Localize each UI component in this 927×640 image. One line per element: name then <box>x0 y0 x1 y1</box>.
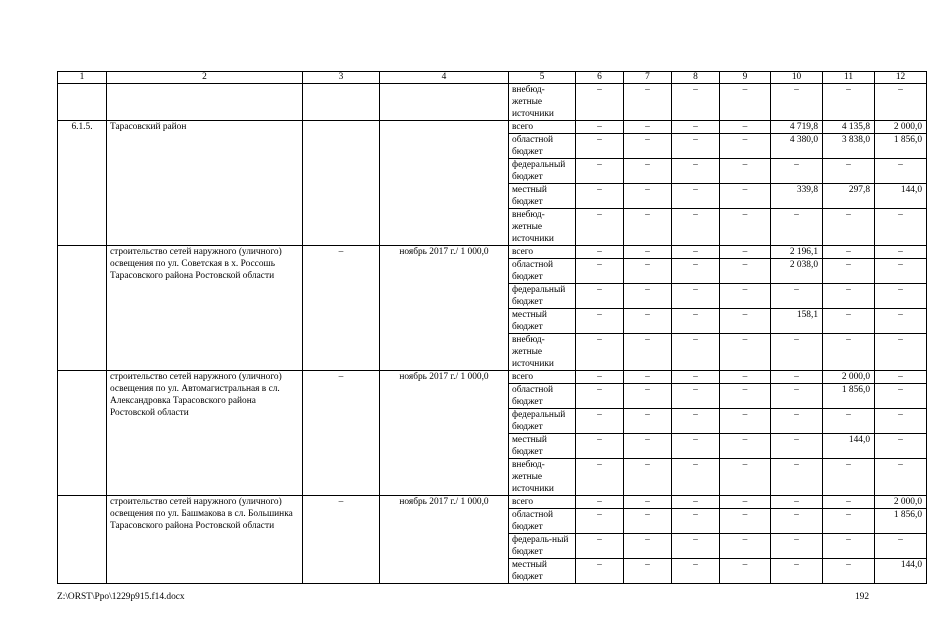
funding-source-cell: местный бюджет <box>509 184 576 209</box>
amount-cell: – <box>624 184 672 209</box>
deadline-cost-cell <box>380 121 509 246</box>
funding-source-cell: внебюд-жетные источники <box>509 334 576 371</box>
amount-cell: – <box>672 284 720 309</box>
amount-cell: – <box>720 121 771 134</box>
document-sheet <box>57 71 922 584</box>
amount-cell: – <box>576 246 624 259</box>
amount-cell: – <box>875 409 927 434</box>
amount-cell: – <box>823 496 875 509</box>
amount-cell: – <box>576 121 624 134</box>
amount-cell: – <box>576 334 624 371</box>
amount-cell: – <box>823 309 875 334</box>
column-header: 11 <box>823 72 875 84</box>
amount-cell: – <box>672 121 720 134</box>
amount-cell: – <box>720 159 771 184</box>
amount-cell: – <box>720 559 771 584</box>
amount-cell: 144,0 <box>875 184 927 209</box>
amount-cell: – <box>672 134 720 159</box>
amount-cell: – <box>672 384 720 409</box>
amount-cell: 2 196,1 <box>771 246 823 259</box>
amount-cell: 4 719,8 <box>771 121 823 134</box>
amount-cell: – <box>823 159 875 184</box>
table-row <box>58 84 927 121</box>
funding-source-cell: областной бюджет <box>509 134 576 159</box>
amount-cell: 2 000,0 <box>875 496 927 509</box>
amount-cell: 2 000,0 <box>875 121 927 134</box>
amount-cell: – <box>771 371 823 384</box>
amount-cell: – <box>720 371 771 384</box>
amount-cell: 339,8 <box>771 184 823 209</box>
amount-cell: – <box>672 509 720 534</box>
amount-cell: – <box>771 559 823 584</box>
amount-cell: – <box>823 459 875 496</box>
amount-cell: 158,1 <box>771 309 823 334</box>
funding-source-cell: внебюд-жетные источники <box>509 209 576 246</box>
amount-cell: – <box>576 309 624 334</box>
amount-cell: – <box>720 84 771 121</box>
amount-cell: – <box>624 134 672 159</box>
amount-cell: 144,0 <box>875 559 927 584</box>
column-3-cell: – <box>303 246 380 371</box>
amount-cell: – <box>720 496 771 509</box>
amount-cell: – <box>624 209 672 246</box>
funding-source-cell: федеральный бюджет <box>509 284 576 309</box>
amount-cell: – <box>720 309 771 334</box>
deadline-cost-cell: ноябрь 2017 г./ 1 000,0 <box>380 371 509 496</box>
amount-cell: – <box>875 309 927 334</box>
amount-cell: – <box>576 209 624 246</box>
amount-cell: – <box>672 434 720 459</box>
item-name-cell: строительство сетей наружного (уличного) освещения по ул. Башмакова в сл. Большинка Тарасовского района Ростовской области <box>107 496 303 584</box>
amount-cell: – <box>875 384 927 409</box>
amount-cell: – <box>624 284 672 309</box>
amount-cell: – <box>624 384 672 409</box>
page-number: 192 <box>854 592 869 602</box>
column-3-cell: – <box>303 496 380 584</box>
amount-cell: – <box>720 246 771 259</box>
amount-cell: – <box>672 259 720 284</box>
deadline-cost-cell <box>380 84 509 121</box>
amount-cell: – <box>672 184 720 209</box>
amount-cell: – <box>672 459 720 496</box>
amount-cell: – <box>720 459 771 496</box>
amount-cell: – <box>771 409 823 434</box>
amount-cell: – <box>576 134 624 159</box>
amount-cell: – <box>720 509 771 534</box>
funding-source-cell: местный бюджет <box>509 309 576 334</box>
amount-cell: – <box>576 84 624 121</box>
column-header: 2 <box>107 72 303 84</box>
amount-cell: – <box>771 496 823 509</box>
amount-cell: – <box>624 309 672 334</box>
amount-cell: – <box>823 246 875 259</box>
column-header: 5 <box>509 72 576 84</box>
amount-cell: – <box>624 434 672 459</box>
column-header: 6 <box>576 72 624 84</box>
amount-cell: – <box>624 459 672 496</box>
column-header: 4 <box>380 72 509 84</box>
funding-source-cell: областной бюджет <box>509 509 576 534</box>
funding-source-cell: местный бюджет <box>509 559 576 584</box>
row-number-cell <box>58 496 107 584</box>
amount-cell: – <box>771 159 823 184</box>
column-header: 8 <box>672 72 720 84</box>
table-body <box>58 72 927 584</box>
funding-source-cell: федеральный бюджет <box>509 159 576 184</box>
amount-cell: 297,8 <box>823 184 875 209</box>
amount-cell: – <box>720 134 771 159</box>
amount-cell: – <box>576 284 624 309</box>
amount-cell: – <box>823 534 875 559</box>
amount-cell: – <box>771 534 823 559</box>
row-number-cell <box>58 371 107 496</box>
funding-source-cell: внебюд-жетные источники <box>509 84 576 121</box>
amount-cell: 4 380,0 <box>771 134 823 159</box>
amount-cell: 4 135,8 <box>823 121 875 134</box>
amount-cell: – <box>576 184 624 209</box>
amount-cell: – <box>875 246 927 259</box>
amount-cell: – <box>624 246 672 259</box>
amount-cell: 2 000,0 <box>823 371 875 384</box>
column-header: 1 <box>58 72 107 84</box>
column-header-row <box>58 72 927 84</box>
amount-cell: – <box>771 509 823 534</box>
item-name-cell: строительство сетей наружного (уличного) освещения по ул. Автомагистральная в сл. Александровка Тарасовского района Ростовской области <box>107 371 303 496</box>
amount-cell: – <box>771 284 823 309</box>
amount-cell: – <box>823 259 875 284</box>
amount-cell: – <box>875 209 927 246</box>
amount-cell: – <box>823 209 875 246</box>
amount-cell: – <box>624 509 672 534</box>
deadline-cost-cell: ноябрь 2017 г./ 1 000,0 <box>380 246 509 371</box>
amount-cell: – <box>624 259 672 284</box>
amount-cell: – <box>672 371 720 384</box>
amount-cell: – <box>875 84 927 121</box>
amount-cell: – <box>576 259 624 284</box>
amount-cell: – <box>875 259 927 284</box>
amount-cell: 2 038,0 <box>771 259 823 284</box>
amount-cell: – <box>720 409 771 434</box>
amount-cell: – <box>823 284 875 309</box>
amount-cell: – <box>720 384 771 409</box>
amount-cell: – <box>576 559 624 584</box>
amount-cell: – <box>720 434 771 459</box>
amount-cell: – <box>672 559 720 584</box>
amount-cell: – <box>823 409 875 434</box>
amount-cell: – <box>720 334 771 371</box>
amount-cell: – <box>624 84 672 121</box>
amount-cell: – <box>771 434 823 459</box>
deadline-cost-cell: ноябрь 2017 г./ 1 000,0 <box>380 496 509 584</box>
amount-cell: – <box>823 334 875 371</box>
row-number-cell <box>58 246 107 371</box>
column-3-cell <box>303 84 380 121</box>
funding-source-cell: местный бюджет <box>509 434 576 459</box>
amount-cell: – <box>624 496 672 509</box>
funding-source-cell: областной бюджет <box>509 384 576 409</box>
column-3-cell: – <box>303 371 380 496</box>
column-header: 7 <box>624 72 672 84</box>
table-row <box>58 371 927 384</box>
amount-cell: – <box>771 459 823 496</box>
amount-cell: 3 838,0 <box>823 134 875 159</box>
amount-cell: – <box>624 409 672 434</box>
amount-cell: – <box>720 534 771 559</box>
funding-source-cell: внебюд-жетные источники <box>509 459 576 496</box>
amount-cell: – <box>771 209 823 246</box>
amount-cell: – <box>875 459 927 496</box>
amount-cell: – <box>624 371 672 384</box>
amount-cell: – <box>672 209 720 246</box>
table-row <box>58 496 927 509</box>
column-header: 3 <box>303 72 380 84</box>
amount-cell: 144,0 <box>823 434 875 459</box>
row-number-cell: 6.1.5. <box>58 121 107 246</box>
amount-cell: – <box>823 559 875 584</box>
amount-cell: – <box>720 284 771 309</box>
amount-cell: – <box>720 209 771 246</box>
amount-cell: – <box>672 334 720 371</box>
amount-cell: – <box>576 459 624 496</box>
amount-cell: – <box>624 159 672 184</box>
amount-cell: – <box>875 159 927 184</box>
amount-cell: 1 856,0 <box>875 509 927 534</box>
amount-cell: – <box>771 334 823 371</box>
amount-cell: – <box>875 334 927 371</box>
amount-cell: – <box>576 159 624 184</box>
amount-cell: – <box>576 371 624 384</box>
amount-cell: – <box>672 496 720 509</box>
column-header: 12 <box>875 72 927 84</box>
amount-cell: – <box>576 434 624 459</box>
amount-cell: – <box>624 121 672 134</box>
amount-cell: – <box>720 259 771 284</box>
amount-cell: – <box>576 534 624 559</box>
item-name-cell <box>107 84 303 121</box>
funding-source-cell: всего <box>509 371 576 384</box>
amount-cell: – <box>672 84 720 121</box>
amount-cell: – <box>624 559 672 584</box>
amount-cell: 1 856,0 <box>875 134 927 159</box>
file-path-footer: Z:\ORST\Ppo\1229p915.f14.docx <box>57 592 185 602</box>
column-3-cell <box>303 121 380 246</box>
funding-source-cell: федеральный бюджет <box>509 409 576 434</box>
table-row <box>58 246 927 259</box>
amount-cell: – <box>771 384 823 409</box>
table-row <box>58 121 927 134</box>
amount-cell: – <box>771 84 823 121</box>
amount-cell: – <box>875 371 927 384</box>
amount-cell: – <box>576 409 624 434</box>
item-name-cell: строительство сетей наружного (уличного) освещения по ул. Советская в х. Россошь Тарасовского района Ростовской области <box>107 246 303 371</box>
amount-cell: – <box>624 534 672 559</box>
funding-source-cell: всего <box>509 246 576 259</box>
row-number-cell <box>58 84 107 121</box>
amount-cell: – <box>720 184 771 209</box>
amount-cell: – <box>875 434 927 459</box>
funding-source-cell: федераль-ный бюджет <box>509 534 576 559</box>
column-header: 9 <box>720 72 771 84</box>
amount-cell: – <box>624 334 672 371</box>
amount-cell: – <box>823 509 875 534</box>
amount-cell: – <box>576 384 624 409</box>
amount-cell: – <box>672 159 720 184</box>
amount-cell: – <box>576 496 624 509</box>
amount-cell: – <box>672 409 720 434</box>
item-name-cell: Тарасовский район <box>107 121 303 246</box>
amount-cell: – <box>672 309 720 334</box>
amount-cell: – <box>875 284 927 309</box>
funding-source-cell: областной бюджет <box>509 259 576 284</box>
funding-source-cell: всего <box>509 496 576 509</box>
budget-table <box>57 71 927 584</box>
column-header: 10 <box>771 72 823 84</box>
amount-cell: – <box>576 509 624 534</box>
amount-cell: – <box>672 246 720 259</box>
amount-cell: – <box>875 534 927 559</box>
amount-cell: 1 856,0 <box>823 384 875 409</box>
amount-cell: – <box>672 534 720 559</box>
funding-source-cell: всего <box>509 121 576 134</box>
amount-cell: – <box>823 84 875 121</box>
